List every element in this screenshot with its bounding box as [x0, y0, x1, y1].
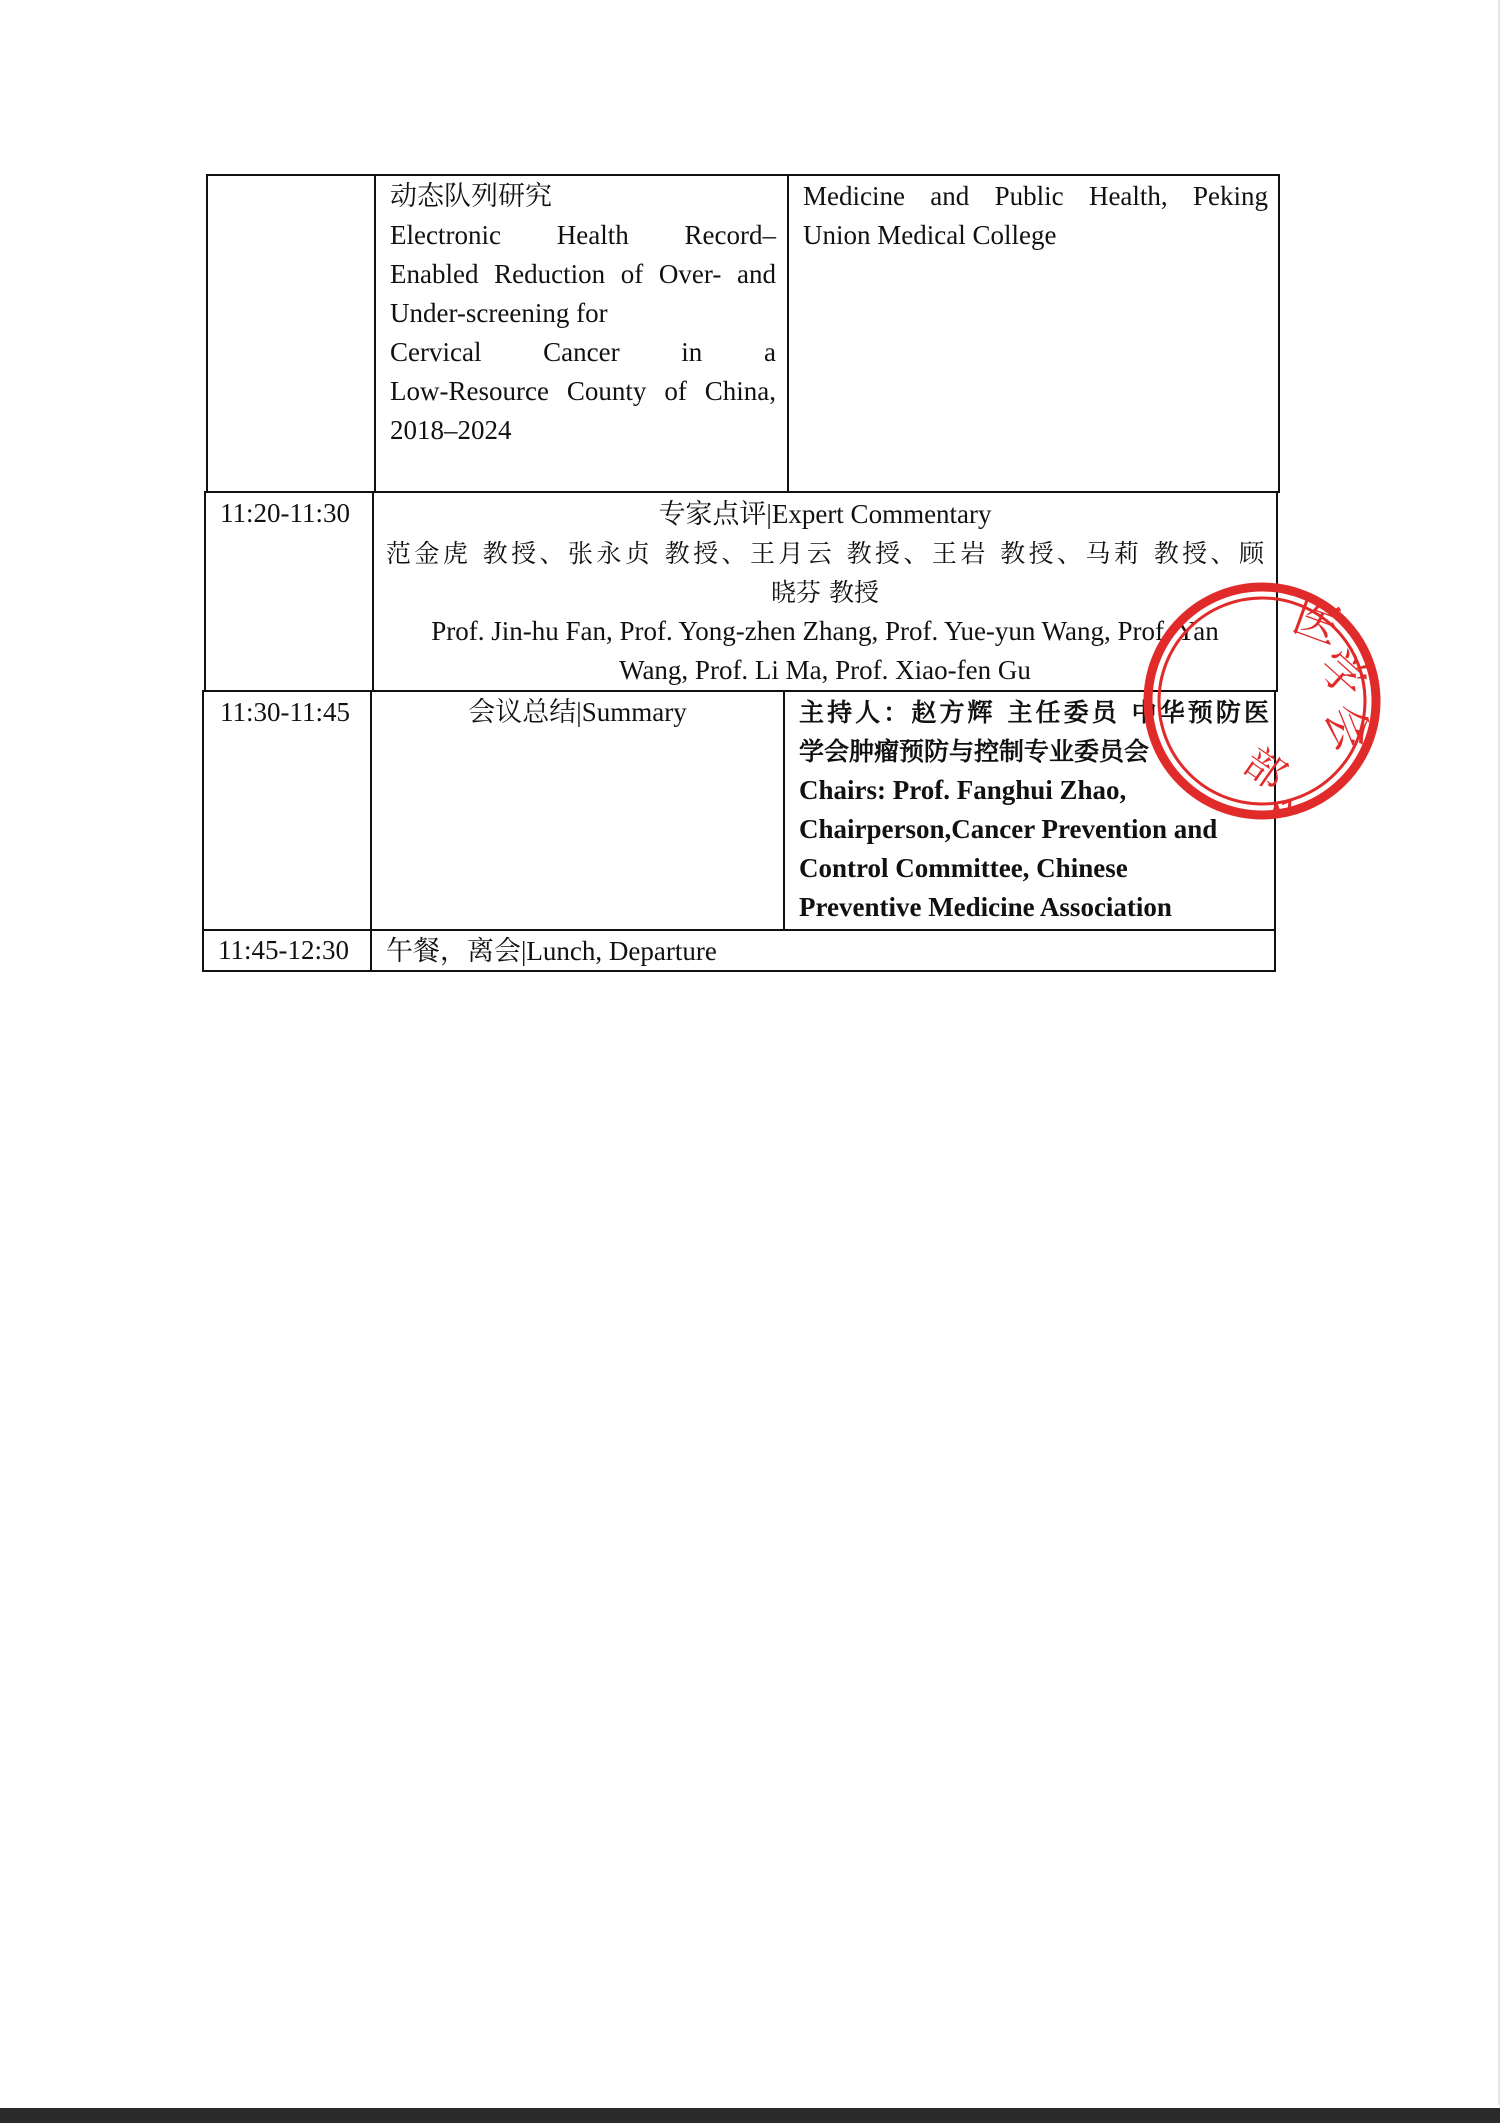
session-heading: 专家点评|Expert Commentary: [658, 499, 992, 529]
speaker-affiliation-cell: [803, 177, 1268, 255]
page-bottom-bar: [0, 2108, 1500, 2123]
talk-title-cell: [390, 177, 776, 450]
talk-title-cn: 动态队列研究: [390, 181, 552, 211]
column-divider: [370, 690, 372, 972]
host-en-line: Chairperson,Cancer Prevention and: [799, 814, 1218, 844]
host-cn-line: 主持人：赵方辉 主任委员 中华预防医: [799, 698, 1269, 727]
experts-en-line: Wang, Prof. Li Ma, Prof. Xiao-fen Gu: [619, 655, 1031, 685]
time-cell: [204, 693, 370, 732]
seal-code: 47: [1267, 796, 1299, 825]
seal-char: 医: [1285, 588, 1348, 655]
seal-char: 学: [1308, 638, 1379, 710]
column-divider: [783, 690, 785, 931]
table-border-right: [1278, 174, 1280, 493]
host-en-line: Control Committee, Chinese: [799, 853, 1128, 883]
column-divider: [787, 174, 789, 493]
column-divider: [374, 174, 376, 493]
session-time: 11:20-11:30: [220, 498, 350, 528]
talk-title-en-line: Under-screening for: [390, 298, 608, 328]
host-en-line: Preventive Medicine Association: [799, 892, 1172, 922]
summary-title-cell: [372, 693, 783, 732]
talk-title-en-line: Electronic Health Record–: [390, 220, 776, 250]
host-cell: [799, 693, 1269, 927]
talk-title-en-line: Enabled Reduction of Over- and: [390, 259, 776, 289]
row-divider: [206, 491, 1279, 493]
experts-cn-line: 范金虎 教授、张永贞 教授、王月云 教授、王岩 教授、马莉 教授、顾: [386, 539, 1264, 568]
table-border-left: [206, 174, 208, 493]
session-time: 11:30-11:45: [220, 697, 350, 727]
talk-title-en-line: 2018–2024: [390, 415, 512, 445]
talk-title-en-line: Low-Resource County of China,: [390, 376, 776, 406]
table-border-top: [206, 174, 1279, 176]
experts-cn-line: 晓芬 教授: [771, 578, 879, 607]
official-seal-graphic: [1234, 557, 1430, 845]
time-cell: [202, 931, 370, 970]
row-divider: [204, 690, 1277, 692]
seal-char: 部: [1234, 739, 1295, 800]
affiliation-line: Union Medical College: [803, 220, 1057, 250]
affiliation-line: Medicine and Public Health, Peking: [803, 181, 1268, 211]
host-cn-line: 学会肿瘤预防与控制专业委员会: [799, 737, 1150, 766]
session-time: 11:45-12:30: [218, 935, 349, 965]
column-divider: [372, 491, 374, 692]
session-title: 午餐，离会|Lunch, Departure: [386, 936, 717, 966]
lunch-cell: [372, 932, 1272, 971]
experts-en-line: Prof. Jin-hu Fan, Prof. Yong-zhen Zhang, Prof. Yue-yun Wang, Prof. Yan: [431, 616, 1219, 646]
official-seal: [1234, 557, 1430, 845]
seal-char: 会: [1314, 695, 1382, 759]
session-title: 会议总结|Summary: [468, 697, 687, 727]
table-border-left: [202, 690, 204, 972]
host-en-line: Chairs: Prof. Fanghui Zhao,: [799, 775, 1127, 805]
time-cell: [206, 494, 372, 533]
commentary-cell: [376, 495, 1274, 690]
talk-title-en-line: Cervical Cancer in a: [390, 337, 776, 367]
